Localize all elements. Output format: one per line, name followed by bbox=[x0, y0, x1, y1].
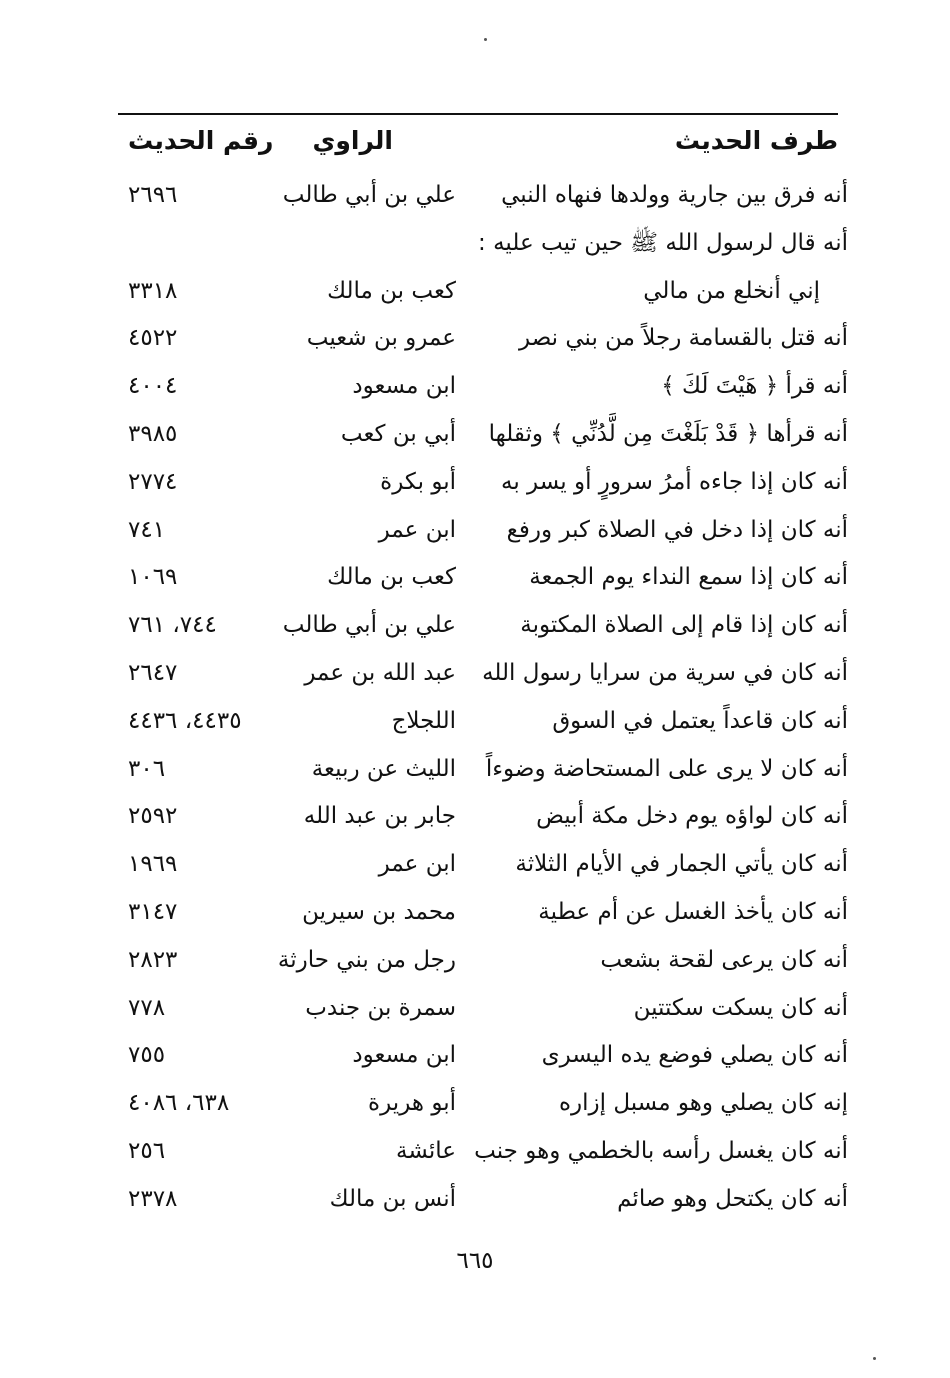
narrator: سمرة بن جندب bbox=[305, 994, 456, 1021]
narrator: ابن عمر bbox=[378, 851, 456, 878]
hadith-text: أنه كان لا يرى على المستحاضة وضوءاً bbox=[485, 755, 848, 782]
narrator: كعب بن مالك bbox=[327, 564, 456, 591]
narrator: ابن مسعود bbox=[352, 1042, 456, 1069]
narrator: أبو بكرة bbox=[380, 468, 456, 495]
hadith-text: أنه قال لرسول الله ﷺ حين تيب عليه : bbox=[478, 229, 848, 256]
narrator: كعب بن مالك bbox=[327, 277, 456, 304]
table-row bbox=[118, 937, 848, 985]
hadith-text: أنه كان لواؤه يوم دخل مكة أبيض bbox=[536, 803, 848, 830]
narrator: عبد الله بن عمر bbox=[304, 659, 456, 686]
narrator: علي بن أبي طالب bbox=[282, 612, 456, 639]
narrator: علي بن أبي طالب bbox=[282, 182, 456, 208]
narrator: عمرو بن شعيب bbox=[306, 325, 456, 352]
hadith-text: أنه كان يكتحل وهو صائم bbox=[617, 1185, 848, 1212]
hadith-number: ٣٣١٨ bbox=[128, 277, 178, 304]
table-row bbox=[118, 746, 848, 794]
scan-speck bbox=[484, 38, 487, 41]
hadith-number: ٢٦٤٧ bbox=[128, 659, 178, 686]
hadith-text: أنه كان قاعداً يعتمل في السوق bbox=[552, 707, 848, 734]
table-row bbox=[118, 650, 848, 698]
top-rule bbox=[118, 113, 838, 115]
hadith-text: أنه كان يأخذ الغسل عن أم عطية bbox=[538, 898, 848, 925]
narrator: ابن مسعود bbox=[352, 373, 456, 400]
table-row bbox=[118, 459, 848, 507]
scan-speck bbox=[873, 1357, 876, 1360]
hadith-text: أنه فرق بين جارية وولدها فنهاه النبي bbox=[501, 182, 848, 208]
hadith-number: ٢٨٢٣ bbox=[128, 946, 178, 973]
table-row bbox=[118, 268, 848, 316]
table-row bbox=[118, 1080, 848, 1128]
hadith-text: أنه كان في سرية من سرايا رسول الله bbox=[482, 659, 848, 686]
hadith-number: ٤٥٢٢ bbox=[128, 325, 178, 352]
hadith-number: ١٩٦٩ bbox=[128, 851, 178, 878]
page-number: ٦٦٥ bbox=[456, 1248, 494, 1274]
hadith-text: أنه كان يسكت سكتتين bbox=[633, 994, 848, 1021]
hadith-text: إنه كان يصلي وهو مسبل إزاره bbox=[558, 1090, 848, 1117]
hadith-number: ٢٥٩٢ bbox=[128, 803, 178, 830]
hadith-text: إني أنخلع من مالي bbox=[643, 277, 820, 304]
table-row bbox=[118, 602, 848, 650]
narrator: اللجلاج bbox=[391, 707, 456, 734]
table-row bbox=[118, 172, 848, 220]
hadith-number: ٣٩٨٥ bbox=[128, 420, 178, 447]
hadith-number: ٢٦٩٦ bbox=[128, 182, 178, 208]
table-row bbox=[118, 793, 848, 841]
narrator: أبي بن كعب bbox=[340, 420, 456, 447]
hadith-text: أنه كان إذا جاءه أمرُ سرورٍ أو يسر به bbox=[501, 468, 848, 495]
header-narrator: الراوي bbox=[312, 126, 393, 155]
hadith-number: ٧٧٨ bbox=[128, 994, 166, 1021]
hadith-text: أنه كان يرعى لقحة بشعب bbox=[600, 946, 848, 973]
table-row bbox=[118, 363, 848, 411]
table-row bbox=[118, 698, 848, 746]
table-row bbox=[118, 507, 848, 555]
hadith-number: ٦٣٨، ٤٠٨٦ bbox=[128, 1090, 230, 1117]
hadith-number: ٤٠٠٤ bbox=[128, 373, 178, 400]
hadith-text: أنه كان إذا سمع النداء يوم الجمعة bbox=[529, 564, 848, 591]
table-row bbox=[118, 1128, 848, 1176]
table-row bbox=[118, 315, 848, 363]
table-row bbox=[118, 985, 848, 1033]
hadith-number: ٧٤٤، ٧٦١ bbox=[128, 612, 217, 639]
table-row bbox=[118, 411, 848, 459]
hadith-number: ٤٤٣٥، ٤٤٣٦ bbox=[128, 707, 242, 734]
table-row bbox=[118, 554, 848, 602]
index-table-body bbox=[118, 172, 848, 1224]
hadith-text: أنه كان يأتي الجمار في الأيام الثلاثة bbox=[515, 851, 848, 878]
narrator: رجل من بني حارثة bbox=[277, 946, 456, 973]
hadith-text: أنه كان يصلي فوضع يده اليسرى bbox=[541, 1042, 848, 1069]
hadith-text: أنه قرأ ﴿ هَيْتَ لَكَ ﴾ bbox=[661, 373, 848, 400]
header-hadith-number: رقم الحديث bbox=[128, 126, 274, 155]
table-row bbox=[118, 1032, 848, 1080]
table-row bbox=[118, 841, 848, 889]
hadith-number: ٢٥٦ bbox=[128, 1137, 166, 1164]
narrator: الليث عن ربيعة bbox=[311, 755, 456, 782]
narrator: أنس بن مالك bbox=[329, 1185, 456, 1212]
hadith-text: أنه كان إذا دخل في الصلاة كبر ورفع bbox=[506, 516, 848, 543]
narrator: جابر بن عبد الله bbox=[303, 803, 456, 830]
hadith-text: أنه كان يغسل رأسه بالخطمي وهو جنب bbox=[474, 1137, 848, 1164]
table-row bbox=[118, 889, 848, 937]
hadith-number: ٢٧٧٤ bbox=[128, 468, 178, 495]
hadith-number: ٢٣٧٨ bbox=[128, 1185, 178, 1212]
hadith-text: أنه قتل بالقسامة رجلاً من بني نصر bbox=[519, 325, 848, 352]
table-row bbox=[118, 220, 848, 268]
narrator: أبو هريرة bbox=[368, 1090, 456, 1117]
hadith-text: أنه كان إذا قام إلى الصلاة المكتوبة bbox=[520, 612, 848, 639]
narrator: عائشة bbox=[396, 1137, 456, 1164]
table-header bbox=[118, 118, 838, 164]
hadith-number: ٣٠٦ bbox=[128, 755, 166, 782]
hadith-number: ٧٥٥ bbox=[128, 1042, 166, 1069]
hadith-number: ٣١٤٧ bbox=[128, 898, 178, 925]
hadith-number: ١٠٦٩ bbox=[128, 564, 178, 591]
hadith-number: ٧٤١ bbox=[128, 516, 166, 543]
hadith-text: أنه قرأها ﴿ قَدْ بَلَغْتَ مِن لَّدُنِّي ﴾ وثقلها bbox=[488, 420, 848, 447]
narrator: محمد بن سيرين bbox=[302, 898, 456, 925]
table-row bbox=[118, 1176, 848, 1224]
narrator: ابن عمر bbox=[378, 516, 456, 543]
header-hadith-text: طرف الحديث bbox=[674, 126, 838, 155]
